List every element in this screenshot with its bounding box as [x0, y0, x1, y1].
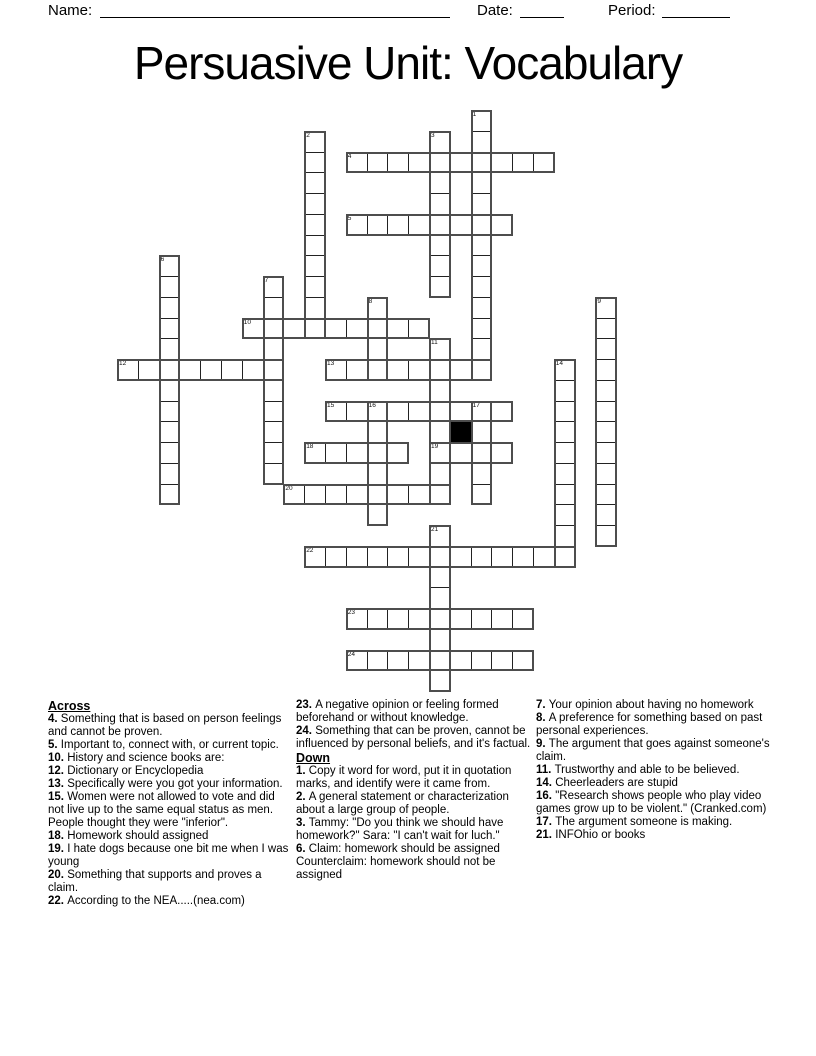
grid-cell[interactable]	[491, 214, 513, 236]
grid-cell[interactable]	[408, 608, 430, 630]
down-clue-14: 14. Cheerleaders are stupid	[536, 777, 678, 789]
grid-cell[interactable]	[263, 276, 285, 298]
grid-cell[interactable]	[304, 484, 326, 506]
grid-cell[interactable]	[367, 338, 389, 360]
cell-number: 13	[327, 360, 335, 367]
grid-cell[interactable]	[346, 650, 368, 672]
clue-number: 8.	[536, 712, 549, 724]
grid-cell[interactable]	[491, 546, 513, 568]
grid-cell[interactable]	[387, 484, 409, 506]
down-clue-11: 11. Trustworthy and able to be believed.	[536, 764, 740, 776]
grid-cell[interactable]	[471, 421, 493, 443]
clue-number: 2.	[296, 791, 309, 803]
cell-number: 3	[431, 131, 435, 139]
grid-cell[interactable]	[304, 442, 326, 464]
grid-cell[interactable]	[429, 276, 451, 298]
grid-cell[interactable]	[325, 318, 347, 340]
cell-number: 24	[347, 650, 356, 658]
grid-cell[interactable]	[387, 152, 409, 174]
black-cell	[450, 421, 472, 443]
grid-cell[interactable]	[429, 629, 451, 651]
grid-cell[interactable]	[471, 546, 493, 568]
cell-number: 11	[431, 339, 438, 347]
grid-cell[interactable]	[450, 650, 472, 672]
cell-number: 10	[243, 318, 252, 326]
grid-cell[interactable]	[346, 484, 368, 506]
grid-cell[interactable]	[408, 152, 430, 174]
name-label: Name:	[48, 2, 93, 19]
grid-cell[interactable]	[554, 380, 576, 402]
grid-cell[interactable]	[429, 338, 451, 360]
grid-cell[interactable]	[346, 401, 368, 423]
grid-cell[interactable]	[159, 442, 181, 464]
grid-cell[interactable]	[346, 152, 368, 174]
grid-cell[interactable]	[263, 401, 285, 423]
grid-cell[interactable]	[595, 338, 617, 360]
grid-cell[interactable]	[221, 359, 243, 381]
grid-cell[interactable]	[367, 463, 389, 485]
clue-number: 16.	[536, 790, 556, 802]
grid-cell[interactable]	[471, 318, 493, 340]
grid-cell[interactable]	[429, 463, 451, 485]
grid-cell[interactable]	[408, 214, 430, 236]
grid-cell[interactable]	[533, 152, 555, 174]
grid-cell[interactable]	[450, 401, 472, 423]
across-clue-12: 12. Dictionary or Encyclopedia	[48, 765, 204, 777]
grid-cell[interactable]	[159, 401, 181, 423]
grid-cell[interactable]	[429, 214, 451, 236]
grid-cell[interactable]	[263, 442, 285, 464]
grid-cell[interactable]	[429, 131, 451, 153]
clue-number: 21.	[536, 829, 556, 841]
grid-cell[interactable]	[429, 152, 451, 174]
cell-number: 14	[555, 360, 564, 367]
grid-cell[interactable]	[595, 484, 617, 506]
clue-number: 14.	[536, 777, 556, 789]
grid-cell[interactable]	[471, 297, 493, 319]
grid-cell[interactable]	[325, 401, 347, 423]
clue-column-2	[296, 699, 532, 882]
grid-cell[interactable]	[595, 525, 617, 547]
grid-cell[interactable]	[325, 546, 347, 568]
grid-cell[interactable]	[595, 318, 617, 340]
cell-number: 21	[431, 526, 439, 533]
grid-cell[interactable]	[471, 359, 493, 381]
grid-cell[interactable]	[554, 546, 576, 568]
grid-cell[interactable]	[367, 421, 389, 443]
grid-cell[interactable]	[533, 546, 555, 568]
grid-cell[interactable]	[554, 401, 576, 423]
grid-cell[interactable]	[367, 401, 389, 423]
clue-number: 10.	[48, 752, 68, 764]
grid-cell[interactable]	[429, 650, 451, 672]
grid-cell[interactable]	[242, 318, 264, 340]
grid-cell[interactable]	[159, 297, 181, 319]
grid-cell[interactable]	[450, 214, 472, 236]
grid-cell[interactable]	[471, 276, 493, 298]
grid-cell[interactable]	[471, 484, 493, 506]
grid-cell[interactable]	[471, 338, 493, 360]
cell-number: 4	[347, 152, 352, 160]
grid-cell[interactable]	[263, 380, 285, 402]
grid-cell[interactable]	[387, 318, 409, 340]
grid-cell[interactable]	[554, 525, 576, 547]
clue-number: 22.	[48, 895, 68, 907]
grid-cell[interactable]	[471, 442, 493, 464]
grid-cell[interactable]	[491, 442, 513, 464]
cell-number: 20	[285, 484, 293, 492]
clue-number: 11.	[536, 764, 555, 776]
grid-cell[interactable]	[367, 318, 389, 340]
cell-number: 19	[431, 443, 439, 450]
across-clue-10: 10. History and science books are:	[48, 752, 225, 764]
grid-cell[interactable]	[346, 608, 368, 630]
grid-cell[interactable]	[159, 359, 181, 381]
grid-cell[interactable]	[491, 152, 513, 174]
grid-cell[interactable]	[450, 152, 472, 174]
grid-cell[interactable]	[304, 214, 326, 236]
grid-cell[interactable]	[429, 193, 451, 215]
clue-number: 24.	[296, 725, 316, 737]
grid-cell[interactable]	[159, 421, 181, 443]
cell-number: 22	[306, 546, 314, 554]
grid-cell[interactable]	[387, 546, 409, 568]
cell-number: 1	[472, 111, 477, 118]
grid-cell[interactable]	[346, 318, 368, 340]
grid-cell[interactable]	[429, 255, 451, 277]
grid-cell[interactable]	[491, 401, 513, 423]
grid-cell[interactable]	[429, 235, 451, 257]
grid-cell[interactable]	[471, 110, 493, 132]
grid-cell[interactable]	[304, 318, 326, 340]
grid-cell[interactable]	[387, 359, 409, 381]
grid-cell[interactable]	[595, 359, 617, 381]
grid-cell[interactable]	[304, 131, 326, 153]
grid-cell[interactable]	[429, 608, 451, 630]
grid-cell[interactable]	[325, 484, 347, 506]
cell-number: 17	[472, 401, 480, 409]
cell-number: 12	[119, 360, 127, 367]
grid-cell[interactable]	[263, 463, 285, 485]
grid-cell[interactable]	[595, 463, 617, 485]
grid-cell[interactable]	[367, 504, 389, 526]
grid-cell[interactable]	[471, 172, 493, 194]
grid-cell[interactable]	[304, 152, 326, 174]
across-clue-19: 19. I hate dogs because one bit me when I was young	[48, 843, 289, 868]
grid-cell[interactable]	[367, 152, 389, 174]
grid-cell[interactable]	[159, 463, 181, 485]
down-clue-9: 9. The argument that goes against someone's claim.	[536, 738, 770, 763]
grid-cell[interactable]	[595, 297, 617, 319]
grid-cell[interactable]	[554, 504, 576, 526]
cell-number: 7	[264, 277, 269, 284]
clue-number: 5.	[48, 739, 61, 751]
grid-cell[interactable]	[367, 650, 389, 672]
down-clue-2: 2. A general statement or characterization about a large group of people.	[296, 791, 509, 816]
grid-cell[interactable]	[554, 484, 576, 506]
grid-cell[interactable]	[346, 546, 368, 568]
grid-cell[interactable]	[304, 276, 326, 298]
grid-cell[interactable]	[387, 608, 409, 630]
across-clue-20: 20. Something that supports and proves a claim.	[48, 869, 262, 894]
grid-cell[interactable]	[138, 359, 160, 381]
grid-cell[interactable]	[367, 359, 389, 381]
across-clue-15: 15. Women were not allowed to vote and did not live up to the same equal status as men. People thought they were "inferior".	[48, 791, 275, 829]
grid-cell[interactable]	[429, 401, 451, 423]
down-clue-3: 3. Tammy: "Do you think we should have homework?" Sara: "I can't wait for luch."	[296, 817, 504, 842]
grid-cell[interactable]	[159, 255, 181, 277]
grid-cell[interactable]	[263, 318, 285, 340]
cell-number: 5	[347, 214, 352, 222]
clue-number: 1.	[296, 765, 309, 777]
grid-cell[interactable]	[263, 359, 285, 381]
grid-cell[interactable]	[471, 401, 493, 423]
grid-cell[interactable]	[429, 567, 451, 589]
across-clue-23: 23. A negative opinion or feeling formed beforehand or without knowledge.	[296, 699, 499, 724]
grid-cell[interactable]	[450, 442, 472, 464]
grid-cell[interactable]	[429, 670, 451, 692]
grid-cell[interactable]	[367, 442, 389, 464]
grid-cell[interactable]	[367, 214, 389, 236]
grid-cell[interactable]	[304, 255, 326, 277]
grid-cell[interactable]	[159, 380, 181, 402]
grid-cell[interactable]	[304, 193, 326, 215]
grid-cell[interactable]	[304, 172, 326, 194]
cell-number: 6	[160, 256, 165, 264]
grid-cell[interactable]	[512, 608, 534, 630]
grid-cell[interactable]	[512, 650, 534, 672]
grid-cell[interactable]	[595, 504, 617, 526]
grid-cell[interactable]	[471, 131, 493, 153]
date-label: Date:	[477, 2, 513, 19]
clue-number: 19.	[48, 843, 68, 855]
grid-cell[interactable]	[554, 442, 576, 464]
period-label: Period:	[608, 2, 656, 19]
grid-cell[interactable]	[179, 359, 201, 381]
grid-cell[interactable]	[387, 442, 409, 464]
across-clue-18: 18. Homework should assigned	[48, 830, 209, 842]
grid-cell[interactable]	[367, 484, 389, 506]
down-clue-21: 21. INFOhio or books	[536, 829, 646, 841]
clue-number: 6.	[296, 843, 309, 855]
grid-cell[interactable]	[429, 421, 451, 443]
across-clue-4: 4. Something that is based on person feelings and cannot be proven.	[48, 713, 282, 738]
grid-cell[interactable]	[595, 380, 617, 402]
grid-cell[interactable]	[304, 297, 326, 319]
grid-cell[interactable]	[159, 318, 181, 340]
clue-number: 23.	[296, 699, 316, 711]
grid-cell[interactable]	[471, 608, 493, 630]
down-clue-16: 16. "Research shows people who play video games grow up to be violent." (Cranked.com)	[536, 790, 767, 815]
grid-cell[interactable]	[429, 484, 451, 506]
grid-cell[interactable]	[408, 546, 430, 568]
grid-cell[interactable]	[159, 338, 181, 360]
grid-cell[interactable]	[554, 359, 576, 381]
clue-column-3	[536, 699, 776, 842]
grid-cell[interactable]	[450, 359, 472, 381]
grid-cell[interactable]	[450, 608, 472, 630]
grid-cell[interactable]	[595, 421, 617, 443]
grid-cell[interactable]	[304, 546, 326, 568]
grid-cell[interactable]	[367, 546, 389, 568]
grid-cell[interactable]	[408, 484, 430, 506]
grid-cell[interactable]	[346, 442, 368, 464]
grid-cell[interactable]	[367, 297, 389, 319]
grid-cell[interactable]	[304, 235, 326, 257]
down-header: Down	[296, 751, 331, 765]
grid-cell[interactable]	[117, 359, 139, 381]
grid-cell[interactable]	[159, 484, 181, 506]
down-clue-8: 8. A preference for something based on past personal experiences.	[536, 712, 763, 737]
across-header: Across	[48, 699, 91, 713]
grid-cell[interactable]	[387, 214, 409, 236]
grid-cell[interactable]	[471, 650, 493, 672]
grid-cell[interactable]	[283, 318, 305, 340]
down-clue-7: 7. Your opinion about having no homework	[536, 699, 754, 711]
grid-cell[interactable]	[471, 193, 493, 215]
grid-cell[interactable]	[263, 421, 285, 443]
grid-cell[interactable]	[408, 650, 430, 672]
down-clue-6: 6. Claim: homework should be assigned Counterclaim: homework should not be assigned	[296, 843, 500, 881]
grid-cell[interactable]	[491, 608, 513, 630]
clue-number: 3.	[296, 817, 309, 829]
clue-number: 12.	[48, 765, 68, 777]
grid-cell[interactable]	[429, 525, 451, 547]
grid-cell[interactable]	[471, 255, 493, 277]
grid-cell[interactable]	[429, 546, 451, 568]
grid-cell[interactable]	[554, 463, 576, 485]
across-clue-22: 22. According to the NEA.....(nea.com)	[48, 895, 245, 907]
down-clue-17: 17. The argument someone is making.	[536, 816, 733, 828]
down-clue-1: 1. Copy it word for word, put it in quotation marks, and identify were it came from.	[296, 765, 512, 790]
grid-cell[interactable]	[429, 359, 451, 381]
grid-cell[interactable]	[387, 650, 409, 672]
cell-number: 9	[597, 297, 602, 305]
grid-cell[interactable]	[429, 587, 451, 609]
across-clue-24: 24. Something that can be proven, cannot be influenced by personal beliefs, and it's factual.	[296, 725, 531, 750]
grid-cell[interactable]	[450, 546, 472, 568]
clue-number: 7.	[536, 699, 549, 711]
grid-cell[interactable]	[200, 359, 222, 381]
clue-number: 13.	[48, 778, 68, 790]
grid-cell[interactable]	[471, 463, 493, 485]
grid-cell[interactable]	[471, 235, 493, 257]
grid-cell[interactable]	[471, 214, 493, 236]
grid-cell[interactable]	[408, 359, 430, 381]
grid-cell[interactable]	[283, 484, 305, 506]
cell-number: 15	[327, 401, 335, 409]
cell-number: 18	[306, 443, 314, 450]
grid-cell[interactable]	[429, 172, 451, 194]
cell-number: 2	[306, 131, 310, 139]
across-clue-13: 13. Specifically were you got your information.	[48, 778, 283, 790]
grid-cell[interactable]	[595, 401, 617, 423]
cell-number: 16	[368, 401, 376, 409]
cell-number: 23	[347, 609, 356, 616]
grid-cell[interactable]	[595, 442, 617, 464]
grid-cell[interactable]	[471, 152, 493, 174]
clue-number: 17.	[536, 816, 556, 828]
clue-number: 4.	[48, 713, 61, 725]
grid-cell[interactable]	[346, 359, 368, 381]
grid-cell[interactable]	[387, 401, 409, 423]
cell-number: 8	[368, 297, 373, 305]
grid-cell[interactable]	[242, 359, 264, 381]
grid-cell[interactable]	[512, 546, 534, 568]
grid-cell[interactable]	[263, 338, 285, 360]
across-clue-5: 5. Important to, connect with, or current topic.	[48, 739, 279, 751]
clue-number: 9.	[536, 738, 549, 750]
clue-number: 15.	[48, 791, 68, 803]
clue-number: 20.	[48, 869, 68, 881]
grid-cell[interactable]	[512, 152, 534, 174]
grid-cell[interactable]	[408, 401, 430, 423]
grid-cell[interactable]	[325, 359, 347, 381]
grid-cell[interactable]	[346, 214, 368, 236]
grid-cell[interactable]	[429, 380, 451, 402]
grid-cell[interactable]	[429, 442, 451, 464]
grid-cell[interactable]	[367, 608, 389, 630]
grid-cell[interactable]	[408, 318, 430, 340]
grid-cell[interactable]	[263, 297, 285, 319]
clue-column-1	[48, 699, 292, 908]
page-title: Persuasive Unit: Vocabulary	[133, 37, 683, 89]
grid-cell[interactable]	[325, 442, 347, 464]
clue-number: 18.	[48, 830, 68, 842]
grid-cell[interactable]	[491, 650, 513, 672]
grid-cell[interactable]	[159, 276, 181, 298]
grid-cell[interactable]	[554, 421, 576, 443]
